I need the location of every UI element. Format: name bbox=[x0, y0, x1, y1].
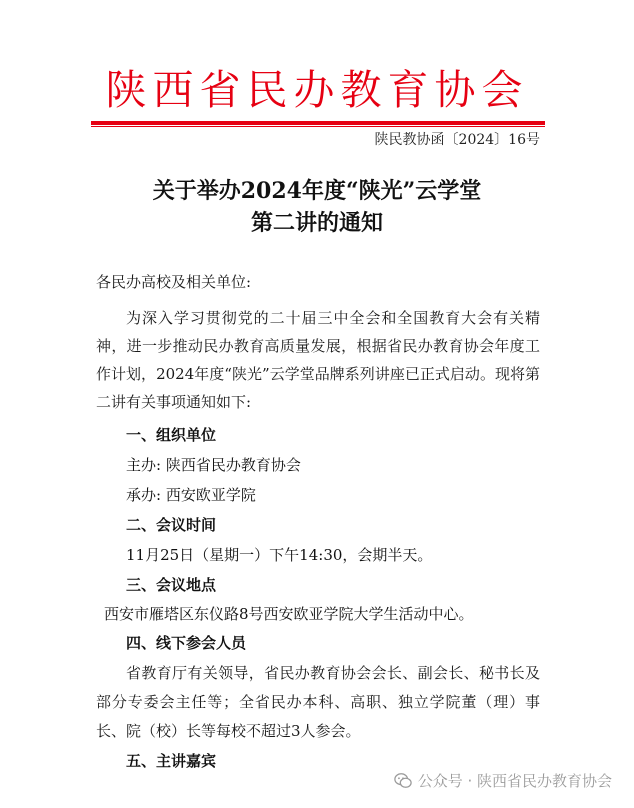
section-1-host: 主办: 陕西省民办教育协会 bbox=[126, 456, 301, 474]
section-2-heading: 二、会议时间 bbox=[126, 516, 217, 534]
org-title: 陕西省民办教育协会 bbox=[105, 66, 529, 114]
watermark-text: 公众号 · 陕西省民办教育协会 bbox=[417, 772, 612, 790]
red-divider-thick bbox=[91, 121, 545, 125]
document-title-line-2: 第二讲的通知 bbox=[250, 210, 383, 236]
document-number: 陕民教协函〔2024〕16号 bbox=[374, 132, 540, 148]
section-5-heading: 五、主讲嘉宾 bbox=[126, 752, 217, 770]
watermark bbox=[394, 770, 612, 791]
document-title-line-1: 关于举办2024年度“陕光”云学堂 bbox=[152, 178, 482, 204]
section-3-place: 西安市雁塔区东仪路8号西安欧亚学院大学生活动中心。 bbox=[104, 605, 474, 623]
section-2-time: 11月25日（星期一）下午14:30，会期半天。 bbox=[126, 546, 433, 564]
red-divider-thin bbox=[91, 126, 545, 127]
wechat-icon bbox=[394, 772, 412, 790]
section-3-heading: 三、会议地点 bbox=[126, 576, 217, 594]
salutation: 各民办高校及相关单位: bbox=[96, 273, 252, 291]
section-1-organizer: 承办: 西安欧亚学院 bbox=[126, 486, 256, 504]
intro-paragraph: 为深入学习贯彻党的二十届三中全会和全国教育大会有关精神，进一步推动民办教育高质量发展，根据省民办教育协会年度工作计划，2024年度“陕光”云学堂品牌系列讲座已正式启动。现将第二讲有关事项通知如下: bbox=[96, 309, 540, 411]
section-4-text: 省教育厅有关领导，省民办教育协会会长、副会长、秘书长及部分专委会主任等；全省民办本科、高职、独立学院董（理）事长、院（校）长等每校不超过3人参会。 bbox=[96, 664, 540, 740]
section-1-heading: 一、组织单位 bbox=[126, 426, 217, 444]
section-4-heading: 四、线下参会人员 bbox=[126, 634, 247, 652]
